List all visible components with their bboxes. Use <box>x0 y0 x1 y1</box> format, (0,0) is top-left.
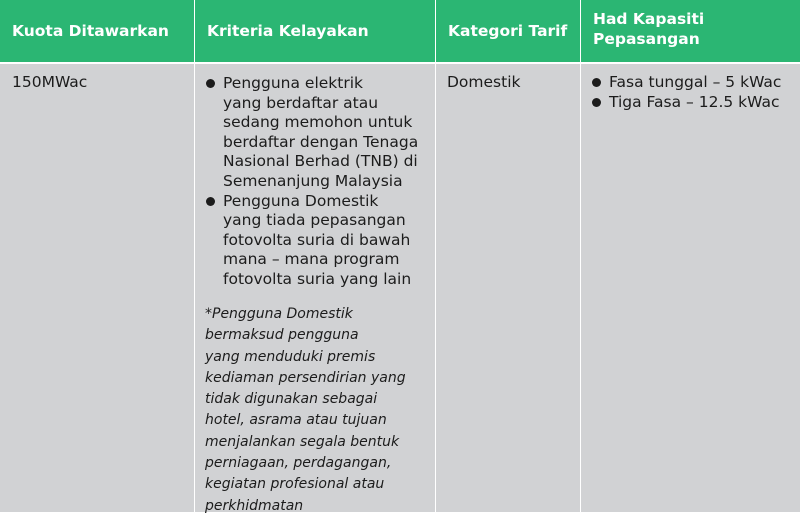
bullet-line: Pengguna Domestik <box>223 191 379 210</box>
cell-quota: 150MWac <box>12 73 88 91</box>
bullet-line: mana – mana program <box>223 250 400 269</box>
header-capacity-line1: Had Kapasiti <box>593 10 705 28</box>
column-divider <box>580 0 581 514</box>
bullet-icon <box>592 78 601 87</box>
bullet-line: yang tiada pepasangan <box>223 211 406 230</box>
capacity-three-phase: Tiga Fasa – 12.5 kWac <box>609 92 780 111</box>
cell-tariff: Domestik <box>447 73 521 91</box>
header-eligibility-label: Kriteria Kelayakan <box>207 22 369 40</box>
note-line: perkhidmatan <box>205 497 304 514</box>
bullet-line: fotovolta suria yang lain <box>223 269 412 288</box>
capacity-list <box>591 73 796 112</box>
header-tariff-label: Kategori Tarif <box>448 22 568 40</box>
note-line: yang menduduki premis <box>205 348 376 365</box>
list-item <box>591 73 796 93</box>
bullet-line: fotovolta suria di bawah <box>223 230 411 249</box>
note-line: menjalankan segala bentuk <box>205 433 400 450</box>
note-line: bermaksud pengguna <box>205 327 359 344</box>
note-line: perniagaan, perdagangan, <box>205 455 392 472</box>
note-line: kegiatan profesional atau <box>205 476 385 493</box>
list-item <box>205 74 433 192</box>
list-item <box>591 93 796 113</box>
header-eligibility <box>195 0 435 62</box>
bullet-line: Nasional Berhad (TNB) di <box>223 152 418 171</box>
bullet-icon <box>592 98 601 107</box>
note-line: kediaman persendirian yang <box>205 369 406 386</box>
note-line: hotel, asrama atau tujuan <box>205 412 387 429</box>
bullet-line: sedang memohon untuk <box>223 113 413 132</box>
capacity-single-phase: Fasa tunggal – 5 kWac <box>609 73 782 91</box>
bullet-line: yang berdaftar atau <box>223 93 379 112</box>
column-divider <box>435 0 436 514</box>
note-line: *Pengguna Domestik <box>205 306 353 322</box>
header-divider <box>0 62 800 64</box>
eligibility-list <box>205 74 433 290</box>
bullet-icon <box>206 197 215 206</box>
bullet-line: berdaftar dengan Tenaga <box>223 132 419 151</box>
column-divider <box>194 0 195 514</box>
bullet-line: Semenanjung Malaysia <box>223 171 403 190</box>
cell-eligibility <box>205 74 433 290</box>
domestic-user-note <box>205 304 433 517</box>
header-quota <box>0 0 194 62</box>
cell-capacity <box>591 73 796 112</box>
list-item <box>205 192 433 290</box>
note-line: tidak digunakan sebagai <box>205 391 378 408</box>
bullet-line: Pengguna elektrik <box>223 74 363 92</box>
header-capacity <box>581 0 800 62</box>
header-quota-label: Kuota Ditawarkan <box>12 22 169 40</box>
header-capacity-line2: Pepasangan <box>593 30 700 48</box>
header-tariff <box>436 0 580 62</box>
bullet-icon <box>206 79 215 88</box>
